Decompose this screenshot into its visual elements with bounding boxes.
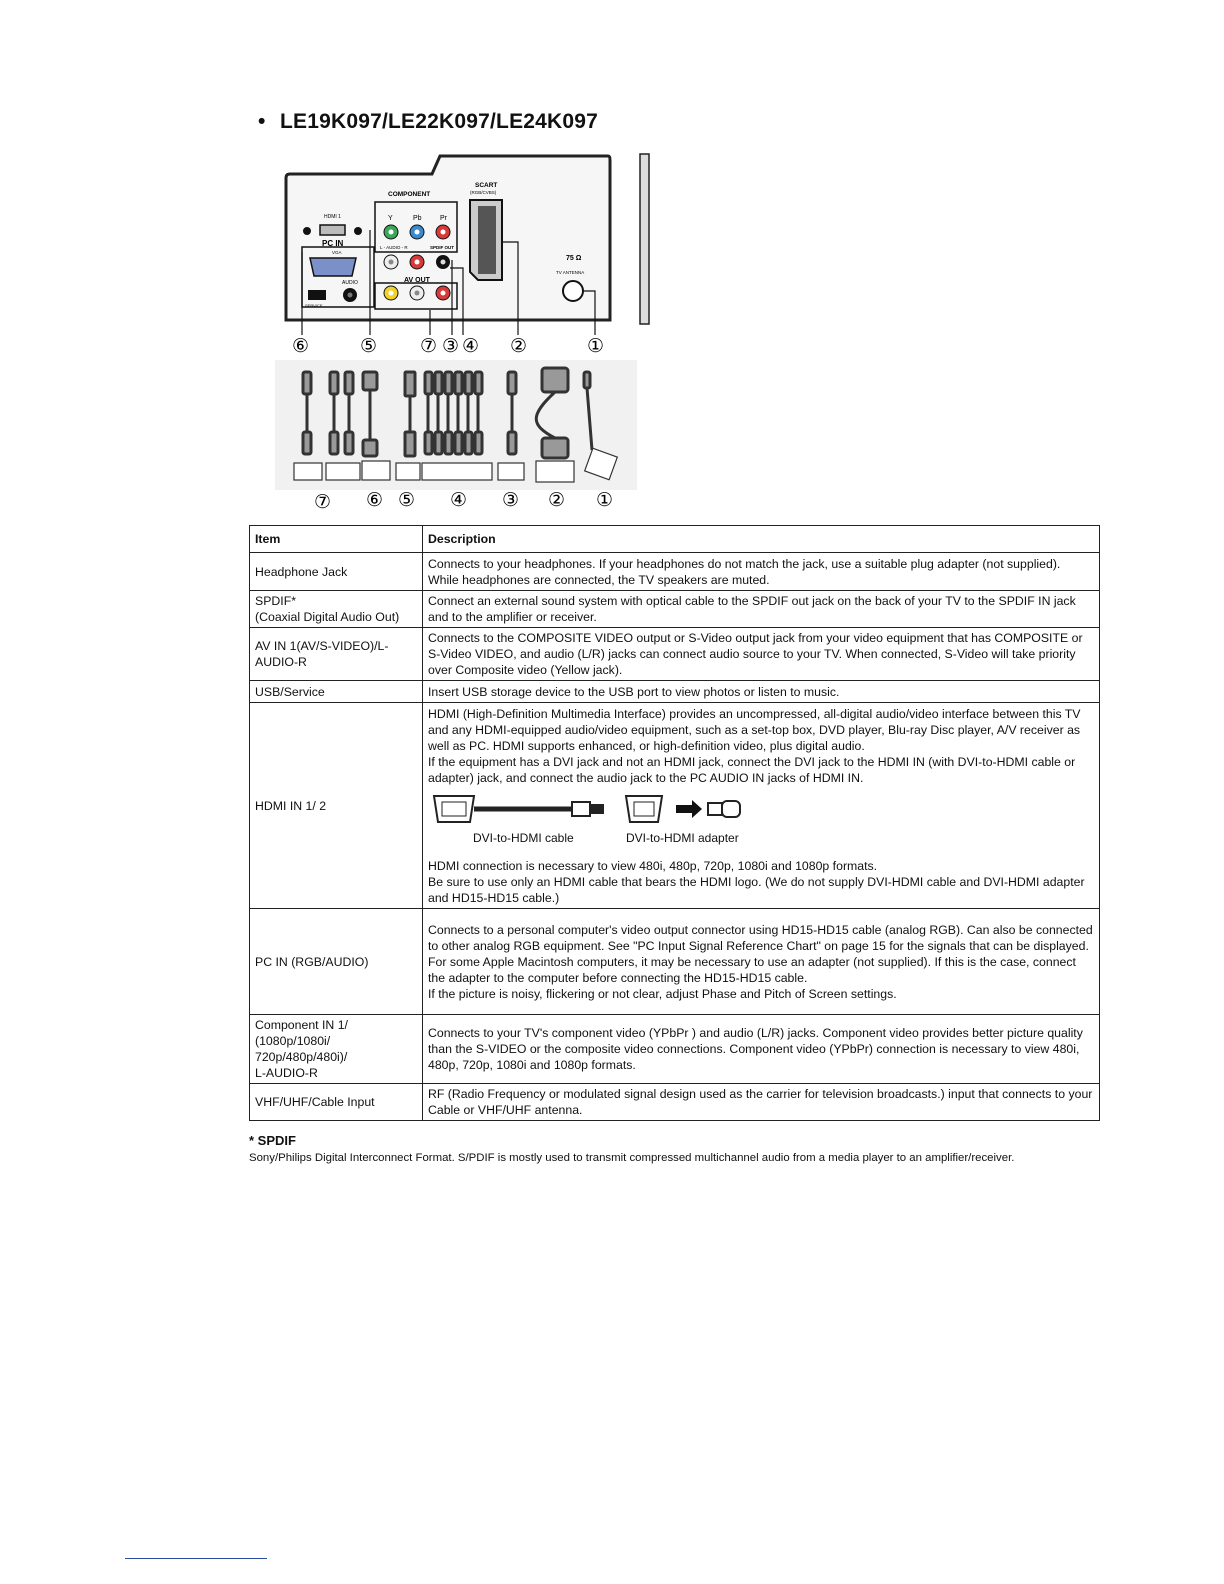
row-item: HDMI IN 1/ 2 bbox=[250, 703, 423, 909]
callout-bottom-2: ② bbox=[548, 489, 566, 511]
table-row bbox=[250, 1084, 1100, 1121]
table-row bbox=[250, 909, 1100, 1015]
callout-bottom-4: ④ bbox=[450, 489, 468, 511]
table-row bbox=[250, 1015, 1100, 1084]
row-description: RF (Radio Frequency or modulated signal design used as the carrier for television broadcasts.) input that connects to your Cable or VHF/UHF antenna. bbox=[423, 1084, 1100, 1121]
callout-bottom-6: ⑥ bbox=[366, 489, 384, 511]
callout-bottom-1: ① bbox=[596, 489, 614, 511]
ohm-label: 75 Ω bbox=[566, 255, 582, 262]
row-item: PC IN (RGB/AUDIO) bbox=[250, 909, 423, 1015]
callout-1: ① bbox=[587, 335, 605, 357]
callout-2: ② bbox=[510, 335, 528, 357]
callout-6: ⑥ bbox=[292, 335, 310, 357]
row-description: Connects to your TV's component video (YPbPr ) and audio (L/R) jacks. Component video provides better picture quality than the S-VIDEO or the composite video connections. Component video (YPbPr) connection is necessary to view 480i, 480p, 720p, 1080i and 1080p formats. bbox=[423, 1015, 1100, 1084]
pr-label: Pr bbox=[440, 215, 447, 222]
connections-table bbox=[249, 525, 1100, 1121]
row-item: USB/Service bbox=[250, 681, 423, 703]
table-row bbox=[250, 591, 1100, 628]
spdif-label: SPDIF OUT bbox=[430, 245, 455, 250]
vga-label: VGA bbox=[332, 250, 342, 255]
antenna-port bbox=[563, 281, 583, 301]
row-description: Connect an external sound system with optical cable to the SPDIF out jack on the back of your TV to the SPDIF IN jack and to the amplifier or receiver. bbox=[423, 591, 1100, 628]
row-item: Headphone Jack bbox=[250, 553, 423, 591]
scart-label: SCART bbox=[475, 182, 498, 189]
row-description: HDMI (High-Definition Multimedia Interface) provides an uncompressed, all-digital audio/video interface between this TV and any HDMI-equipped audio/video equipment, such as a set-top box, DVD player, Blu-ray Disc player, A/V receiver as well as PC. HDMI supports enhanced, or high-definition video, plus digital audio. If the equipment has a DVI jack and not an HDMI jack, connect the DVI jack to the HDMI IN (with DVI-to-HDMI cable or adapter) jack, and connect the audio jack to the PC AUDIO IN jacks of HDMI IN. DVI-to-HDMI cable DVI-to-HDMI adapter HDMI connection is necessary to view 480i, 480p, 720p, 1080i and 1080p formats. Be sure to use only an HDMI cable that bears the HDMI logo. (We do not supply DVI-HDMI cable and DVI-HDMI adapter and HD15-HD15 cable.) bbox=[423, 703, 1100, 909]
callout-3: ③ bbox=[442, 335, 460, 357]
callout-4: ④ bbox=[462, 335, 480, 357]
dvi-hdmi-figure bbox=[428, 790, 1094, 852]
y-label: Y bbox=[388, 215, 393, 222]
model-title: LE19K097/LE22K097/LE24K097 bbox=[280, 110, 599, 133]
callout-bottom-7: ⑦ bbox=[314, 491, 332, 513]
table-row bbox=[250, 703, 1100, 909]
row-item: AV IN 1(AV/S-VIDEO)/L-AUDIO-R bbox=[250, 628, 423, 681]
pb-label: Pb bbox=[413, 215, 422, 222]
row-item: Component IN 1/ (1080p/1080i/ 720p/480p/480i)/ L-AUDIO-R bbox=[250, 1015, 423, 1084]
table-row bbox=[250, 628, 1100, 681]
callout-bottom-5: ⑤ bbox=[398, 489, 416, 511]
bullet: • bbox=[258, 110, 266, 133]
avout-label: AV OUT bbox=[404, 277, 430, 284]
hdmi-port bbox=[320, 225, 345, 235]
callout-5: ⑤ bbox=[360, 335, 378, 357]
component-label: COMPONENT bbox=[388, 191, 431, 198]
header-description: Description bbox=[423, 526, 1100, 553]
row-description: Connects to a personal computer's video output connector using HD15-HD15 cable (analog RGB). Can also be connected to other analog RGB equipment. See "PC Input Signal Reference Chart" on page 15 for the signals that can be displayed. For some Apple Macintosh computers, it may be necessary to use an adapter (not supplied). If this is the case, connect the adapter to the computer before connecting the HD15-HD15 cable. If the picture is noisy, flickering or not clear, adjust Phase and Pitch of Screen settings. bbox=[423, 909, 1100, 1015]
footnote-text: Sony/Philips Digital Interconnect Format. S/PDIF is mostly used to transmit compressed multichannel audio from a media player to an amplifier/receiver. bbox=[249, 1152, 1015, 1164]
pcin-label: PC IN bbox=[322, 239, 344, 248]
callout-bottom-3: ③ bbox=[502, 489, 520, 511]
bottom-rule bbox=[125, 1558, 267, 1559]
hdmi-label: HDMI 1 bbox=[324, 214, 341, 220]
page-heading bbox=[258, 110, 598, 134]
row-item: SPDIF* (Coaxial Digital Audio Out) bbox=[250, 591, 423, 628]
rear-panel-diagram bbox=[270, 150, 650, 515]
row-description: Insert USB storage device to the USB port to view photos or listen to music. bbox=[423, 681, 1100, 703]
callout-7: ⑦ bbox=[420, 335, 438, 357]
dvi-hdmi-illustration bbox=[430, 790, 770, 826]
row-description: Connects to the COMPOSITE VIDEO output or S-Video output jack from your video equipment that has COMPOSITE or S-Video VIDEO, and audio (L/R) jacks can connect audio source to your TV. When connected, S-Video will take priority over Composite video (Yellow jack). bbox=[423, 628, 1100, 681]
service-usb-port bbox=[308, 290, 326, 300]
table-header-row bbox=[250, 526, 1100, 553]
tv-antenna-label: TV ANTENNA bbox=[556, 270, 585, 275]
scart-sub-label: (RGB/CVBS) bbox=[470, 190, 497, 195]
audio-label: AUDIO bbox=[342, 280, 358, 286]
table-row bbox=[250, 681, 1100, 703]
tv-side-view bbox=[640, 154, 649, 324]
header-item: Item bbox=[250, 526, 423, 553]
laudior-label: L - AUDIO - R bbox=[380, 245, 408, 250]
row-item: VHF/UHF/Cable Input bbox=[250, 1084, 423, 1121]
row-description: Connects to your headphones. If your headphones do not match the jack, use a suitable plug adapter (not supplied). While headphones are connected, the TV speakers are muted. bbox=[423, 553, 1100, 591]
dvi-cable-label: DVI-to-HDMI cable bbox=[473, 830, 574, 845]
footnote-title: * SPDIF bbox=[249, 1133, 296, 1148]
vga-port bbox=[310, 258, 356, 276]
dvi-adapter-label: DVI-to-HDMI adapter bbox=[626, 830, 739, 845]
service-label: SERVICE bbox=[305, 303, 323, 308]
table-row bbox=[250, 553, 1100, 591]
